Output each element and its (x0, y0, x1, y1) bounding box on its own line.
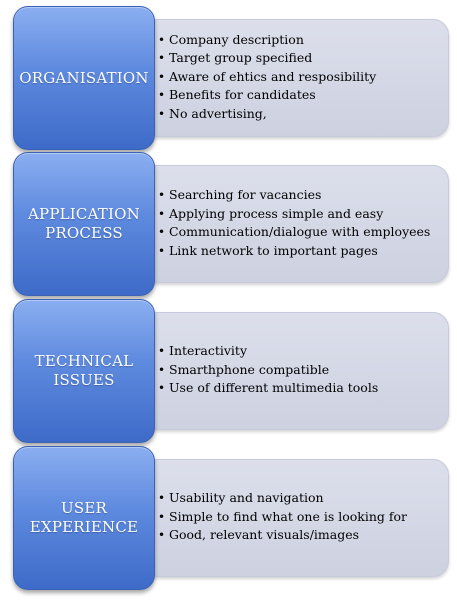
bullet-item (158, 86, 448, 105)
category-label: USER (61, 499, 107, 517)
bullet-text: Aware of ehtics and resposibility (169, 68, 377, 84)
bullet-text: Simple to find what one is looking for (169, 508, 407, 524)
category-label: TECHNICAL (34, 352, 134, 370)
bullet-icon: • (158, 509, 166, 524)
bullet-text: Searching for vacancies (169, 187, 322, 202)
bullet-list (158, 152, 448, 294)
bullet-item (158, 342, 448, 361)
section-technical-issues (0, 299, 457, 444)
bullet-item (158, 489, 448, 508)
bullet-icon: • (158, 51, 166, 66)
section-application-process (0, 152, 457, 297)
category-label: ISSUES (53, 371, 115, 389)
category-label: PROCESS (45, 224, 123, 242)
bullet-item (158, 68, 448, 87)
bullet-icon: • (158, 243, 166, 258)
bullet-item (158, 49, 448, 68)
bullet-icon: • (158, 344, 166, 359)
category-label: APPLICATION (28, 205, 140, 223)
bullet-icon: • (158, 32, 166, 47)
category-box (13, 446, 155, 590)
bullet-text: Smarthphone compatible (169, 361, 330, 377)
category-box (13, 299, 155, 443)
bullet-item (158, 186, 448, 205)
category-label: ORGANISATION (19, 68, 149, 87)
bullet-item (158, 379, 448, 398)
bullet-item (158, 31, 448, 50)
bullet-list (158, 299, 448, 441)
category-box (13, 152, 155, 296)
bullet-text: Applying process simple and easy (169, 205, 384, 221)
bullet-text: Benefits for candidates (169, 87, 316, 103)
bullet-icon: • (158, 362, 166, 377)
category-label: EXPERIENCE (29, 518, 139, 536)
bullet-item (158, 105, 448, 124)
bullet-icon: • (158, 381, 166, 396)
bullet-text: Target group specified (169, 50, 313, 66)
bullet-icon: • (158, 528, 166, 543)
section-user-experience (0, 446, 457, 591)
bullet-text: Usability and navigation (169, 490, 324, 506)
bullet-text: Link network to important pages (169, 242, 378, 258)
bullet-text: Company description (169, 31, 304, 47)
bullet-item (158, 223, 448, 242)
bullet-item (158, 361, 448, 380)
bullet-icon: • (158, 69, 166, 84)
bullet-list (158, 6, 448, 148)
bullet-icon: • (158, 106, 166, 121)
bullet-icon: • (158, 225, 166, 239)
bullet-text: Good, relevant visuals/images (169, 527, 360, 543)
bullet-item (158, 205, 448, 224)
bullet-icon: • (158, 491, 166, 506)
bullet-list (158, 446, 448, 588)
bullet-item (158, 242, 448, 261)
bullet-icon: • (158, 188, 166, 202)
bullet-icon: • (158, 88, 166, 103)
bullet-text: Use of different multimedia tools (169, 380, 379, 396)
category-box (13, 6, 155, 150)
section-organisation (0, 6, 457, 151)
bullet-text: No advertising, (169, 105, 267, 121)
bullet-text: Interactivity (169, 343, 248, 359)
bullet-text: Communication/dialogue with employees (169, 224, 431, 239)
bullet-icon: • (158, 206, 166, 221)
bullet-item (158, 508, 448, 527)
bullet-item (158, 526, 448, 545)
